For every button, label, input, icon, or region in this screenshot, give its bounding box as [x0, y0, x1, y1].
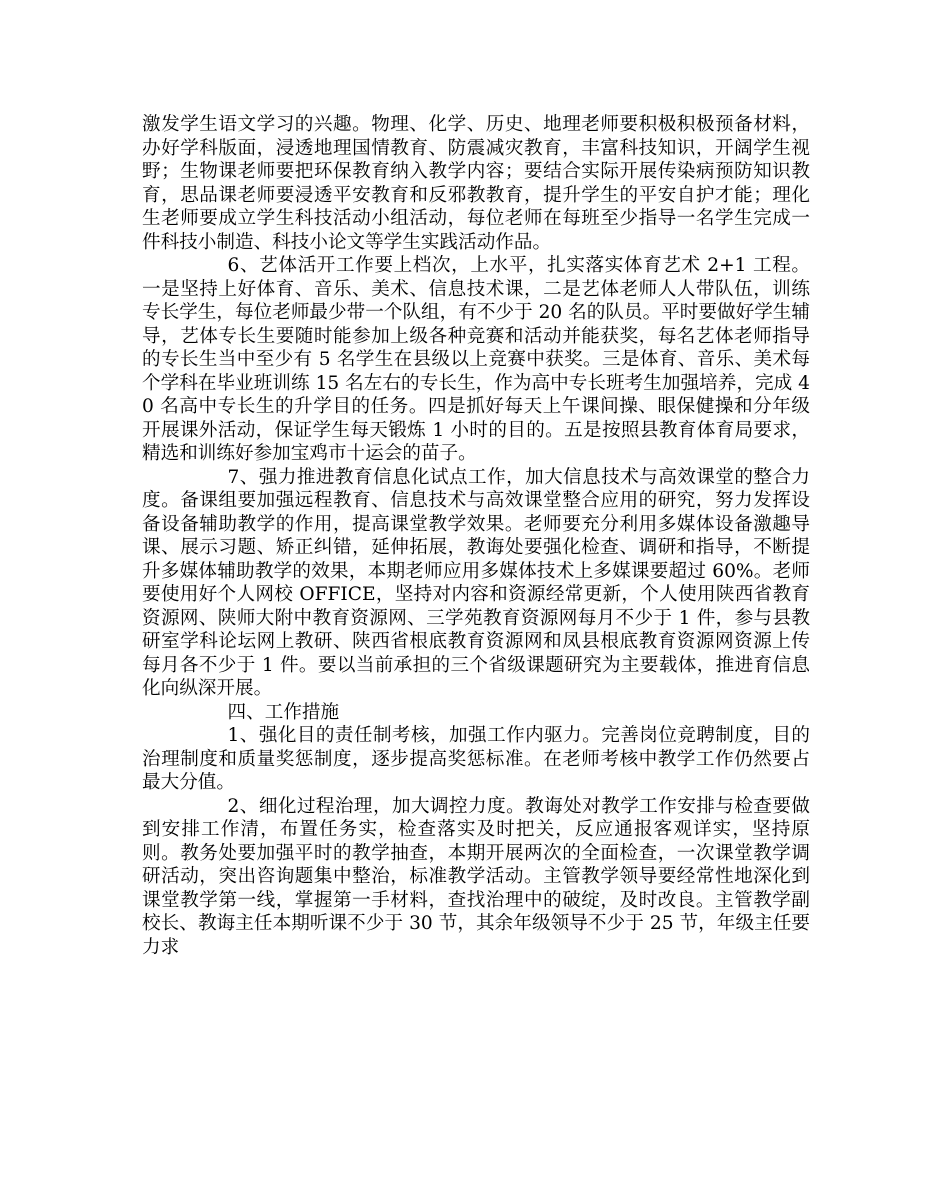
- paragraph-item-6: 6、艺体活开工作要上档次，上水平，扎实落实体育艺术 2+1 工程。一是坚持上好体育、音乐、美术、信息技术课，二是艺体老师人人带队伍，训练专长学生，每位老师最少带一个队组，有不少于 20 名的队员。平时要做好学生辅导，艺体专长生要随时能参加上级各种竞赛和活动并能获奖，每名艺体老师指导的专长生当中至少有 5 名学生在县级以上竞赛中获奖。三是体育、音乐、美术每个学科在毕业班训练 15 名左右的专长生，作为高中专长班考生加强培养，完成 40 名高中专长生的升学目的任务。四是抓好每天上午课间操、眼保健操和分年级开展课外活动，保证学生每天锻炼 1 小时的目的。五是按照县教育体育局要求，精选和训练好参加宝鸡市十运会的苗子。: [142, 255, 810, 464]
- paragraph-measure-2: 2、细化过程治理，加大调控力度。教诲处对教学工作安排与检查要做到安排工作清，布置任务实，检查落实及时把关，反应通报客观详实，坚持原则。教务处要加强平时的教学抽查，本期开展两次的全面检查，一次课堂教学调研活动，突出咨询题集中整治，标准教学活动。主管教学领导要经常性地深化到课堂教学第一线，掌握第一手材料，查找治理中的破绽，及时改良。主管教学副校长、教诲主任本期听课不少于 30 节，其余年级领导不少于 25 节，年级主任要力求: [142, 795, 810, 958]
- paragraph-continued: 激发学生语文学习的兴趣。物理、化学、历史、地理老师要积极积极预备材料，办好学科版面，浸透地理国情教育、防震减灾教育，丰富科技知识，开阔学生视野；生物课老师要把环保教育纳入教学内容；要结合实际开展传染病预防知识教育，思品课老师要浸透平安教育和反邪教教育，提升学生的平安自护才能；理化生老师要成立学生科技活动小组活动，每位老师在每班至少指导一名学生完成一件科技小制造、科技小论文等学生实践活动作品。: [142, 114, 810, 253]
- paragraph-measure-1: 1、强化目的责任制考核，加强工作内驱力。完善岗位竞聘制度，目的治理制度和质量奖惩制度，逐步提高奖惩标准。在老师考核中教学工作仍然要占最大分值。: [142, 725, 810, 793]
- section-heading-work-measures: 四、工作措施: [227, 701, 340, 723]
- document-page: [142, 113, 810, 959]
- paragraph-item-7: 7、强力推进教育信息化试点工作，加大信息技术与高效课堂的整合力度。备课组要加强远程教育、信息技术与高效课堂整合应用的研究，努力发挥设备设备辅助教学的作用，提高课堂教学效果。老师要充分利用多媒体设备激趣导课、展示习题、矫正纠错，延伸拓展，教诲处要强化检查、调研和指导，不断提升多媒体辅助教学的效果，本期老师应用多媒体技术上多媒课要超过 60%。老师要使用好个人网校 OFFICE，坚持对内容和资源经常更新，个人使用陕西省教育资源网、陕师大附中教育资源网、三学苑教育资源网每月不少于 1 件，参与县教研室学科论坛网上教研、陕西省根底教育资源网和凤县根底教育资源网资源上传每月各不少于 1 件。要以当前承担的三个省级课题研究为主要载体，推进育信息化向纵深开展。: [142, 466, 810, 699]
